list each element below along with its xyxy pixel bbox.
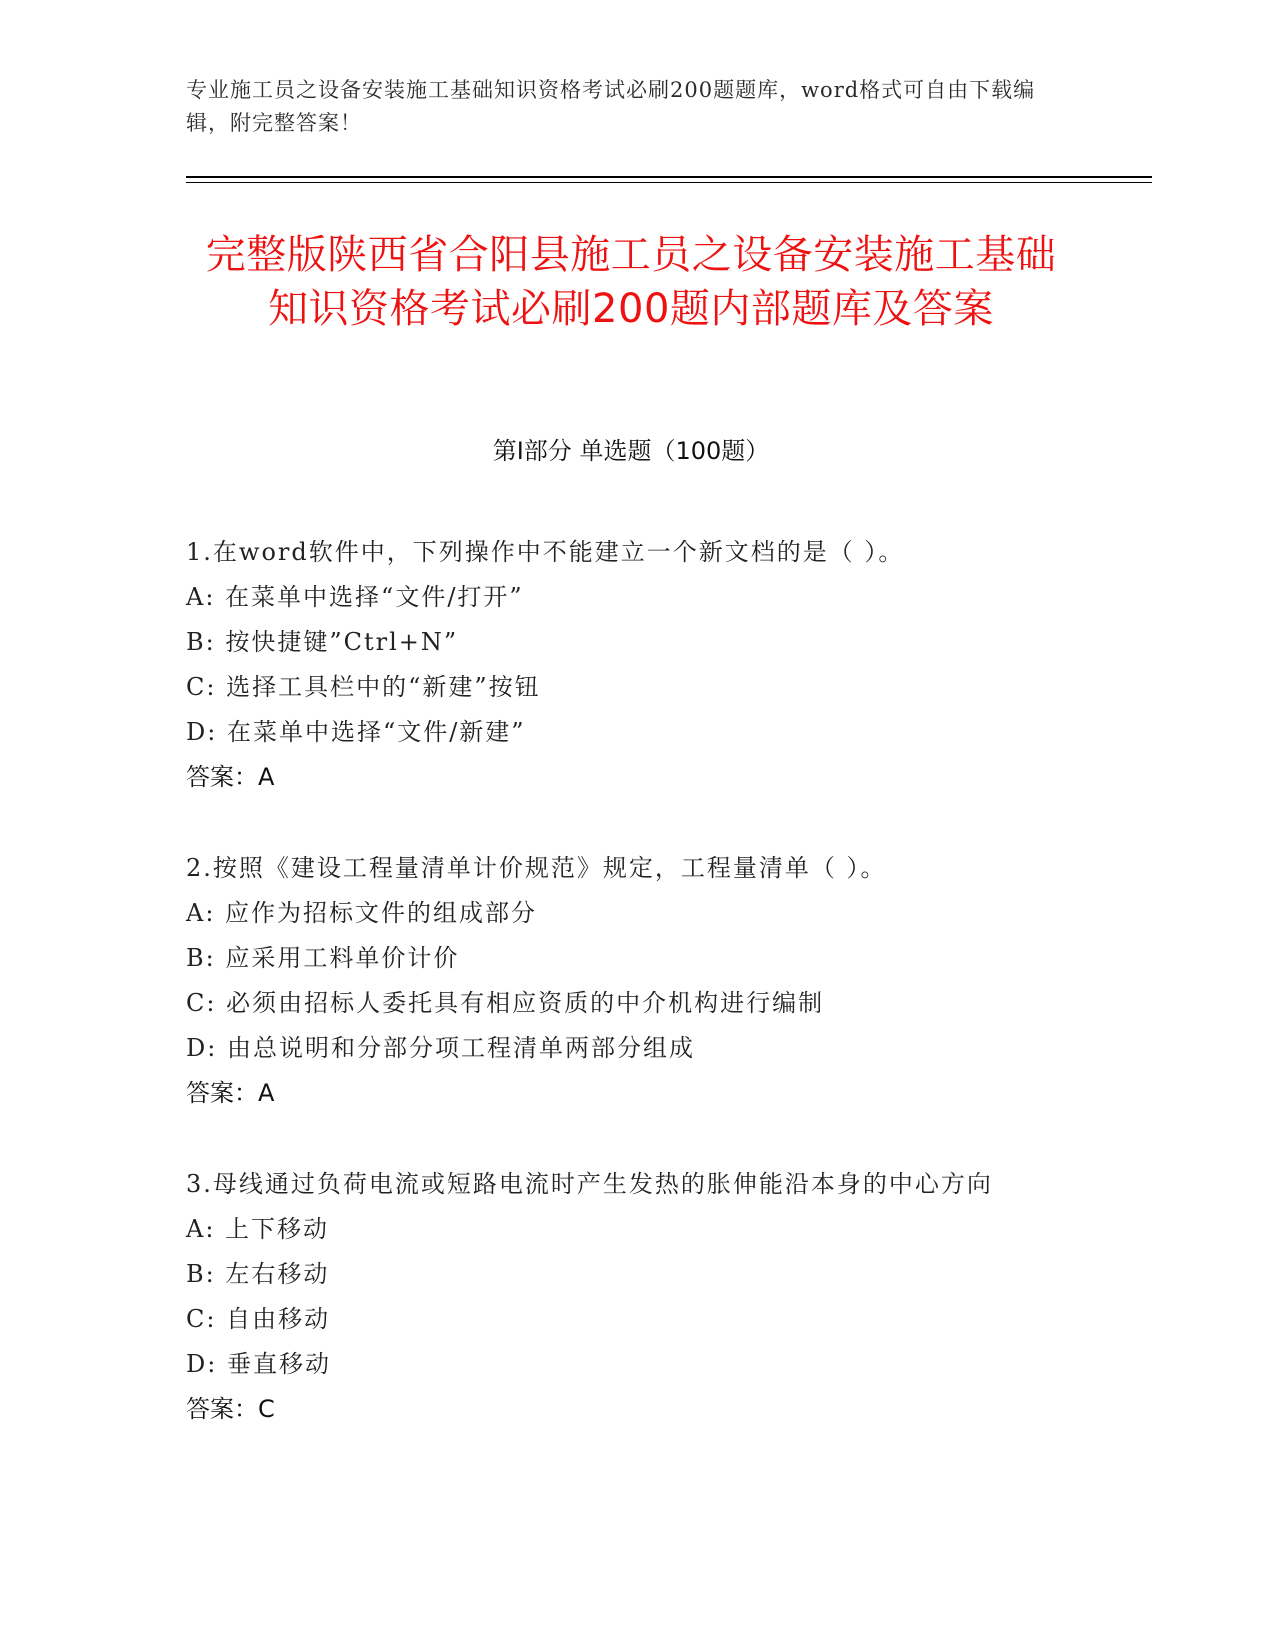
question-stem: 2.按照《建设工程量清单计价规范》规定，工程量清单（ ）。 bbox=[186, 854, 887, 882]
option-a: A: 在菜单中选择“文件/打开” bbox=[186, 583, 524, 611]
question-item bbox=[186, 846, 1066, 1116]
option-b: B: 按快捷键”Ctrl+N” bbox=[186, 628, 459, 656]
section-title: 第I部分 单选题（100题） bbox=[492, 437, 770, 465]
question-item bbox=[186, 530, 1066, 800]
document-title: 完整版陕西省合阳县施工员之设备安装施工基础知识资格考试必刷200题内部题库及答案 bbox=[205, 232, 1057, 332]
option-a: A: 上下移动 bbox=[186, 1215, 330, 1243]
header-divider-thin bbox=[186, 182, 1152, 183]
question-stem: 1.在word软件中，下列操作中不能建立一个新文档的是（ ）。 bbox=[186, 538, 905, 566]
answer-line: 答案：A bbox=[186, 1079, 275, 1107]
answer-line: 答案：C bbox=[186, 1395, 275, 1423]
option-b: B: 应采用工料单价计价 bbox=[186, 944, 460, 972]
question-list bbox=[186, 530, 1066, 1478]
option-d: D: 由总说明和分部分项工程清单两部分组成 bbox=[186, 1034, 695, 1062]
option-a: A: 应作为招标文件的组成部分 bbox=[186, 899, 538, 927]
option-c: C: 选择工具栏中的“新建”按钮 bbox=[186, 673, 541, 701]
option-b: B: 左右移动 bbox=[186, 1260, 330, 1288]
question-item bbox=[186, 1162, 1066, 1432]
header-note: 专业施工员之设备安装施工基础知识资格考试必刷200题题库，word格式可自由下载编辑，附完整答案！ bbox=[186, 78, 1036, 135]
option-d: D: 垂直移动 bbox=[186, 1350, 331, 1378]
answer-line: 答案：A bbox=[186, 763, 275, 791]
option-c: C: 必须由招标人委托具有相应资质的中介机构进行编制 bbox=[186, 989, 825, 1017]
header-divider-thick bbox=[186, 176, 1152, 178]
question-stem: 3.母线通过负荷电流或短路电流时产生发热的胀伸能沿本身的中心方向 bbox=[186, 1170, 993, 1198]
option-c: C: 自由移动 bbox=[186, 1305, 331, 1333]
option-d: D: 在菜单中选择“文件/新建” bbox=[186, 718, 526, 746]
